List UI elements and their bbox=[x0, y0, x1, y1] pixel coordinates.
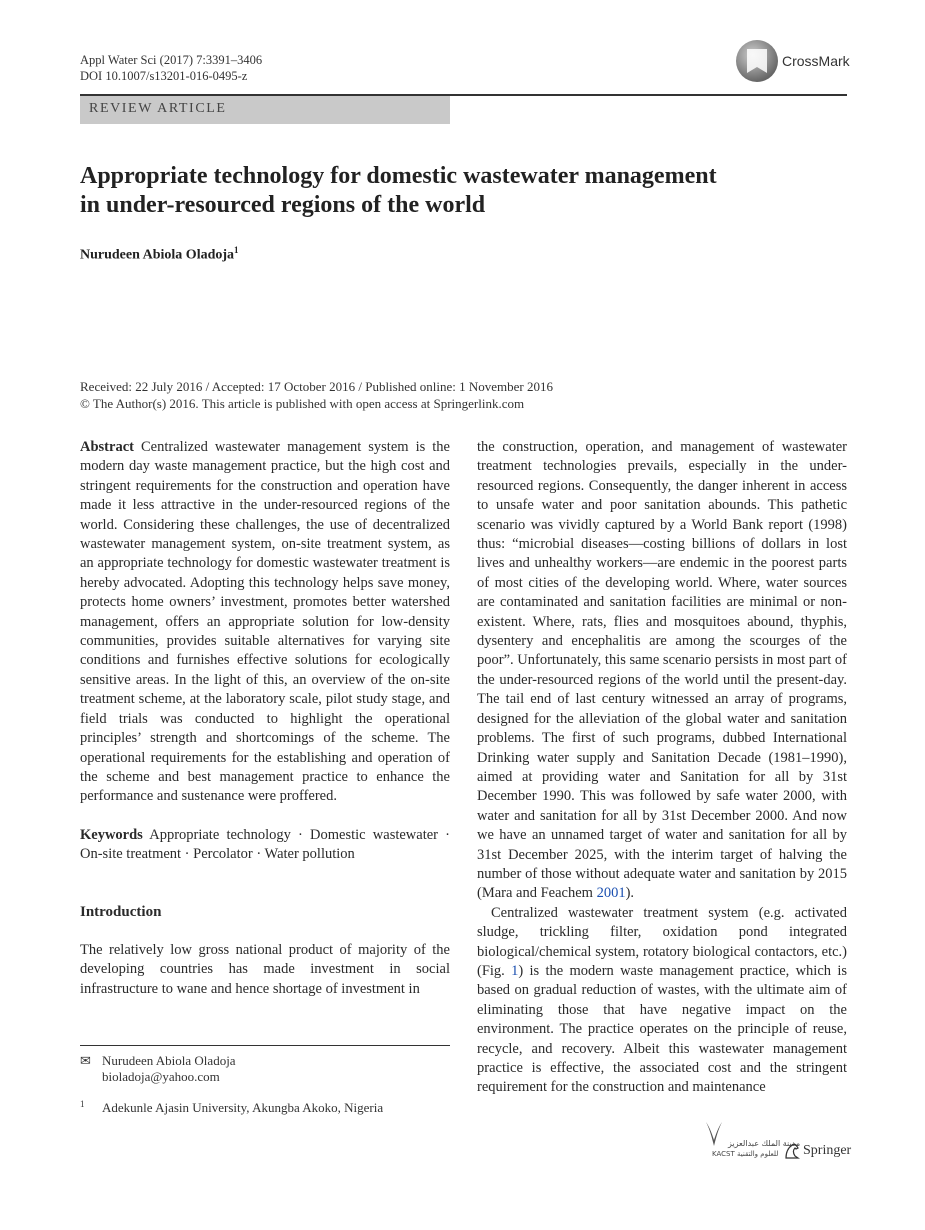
keywords-label: Keywords bbox=[80, 826, 143, 843]
right-paragraph-1-end: ). bbox=[625, 885, 635, 902]
mail-icon: ✉ bbox=[80, 1053, 91, 1068]
abstract-label: Abstract bbox=[80, 439, 134, 455]
title-line-2: in under-resourced regions of the world bbox=[80, 192, 486, 218]
springer-horse-icon bbox=[783, 1142, 801, 1160]
article-type-label: REVIEW ARTICLE bbox=[89, 101, 227, 116]
affiliation-text: Adekunle Ajasin University, Akungba Akoko, Nigeria bbox=[102, 1100, 384, 1115]
article-title bbox=[80, 162, 840, 220]
keywords-text: Appropriate technology · Domestic wastewater · On-site treatment · Percolator · Water pollution bbox=[80, 826, 450, 863]
right-column bbox=[477, 438, 847, 1098]
left-column bbox=[80, 438, 450, 999]
introduction-heading: Introduction bbox=[80, 903, 162, 920]
abstract-text: Centralized wastewater management system is the modern day waste management practice, but the high cost and stringent requirements for the construction and operation have made it less attractive in the under-resourced regions of the world. Considering these challenges, the use of decentralized wastewater management system, on-site treatment system, as an appropriate technology for domestic wastewater treatment is hereby advocated. Adopting this technology helps save money, protects home owners’ investment, promotes better watershed management, offers an appropriate solution for low-density communities, provides suitable alternatives for varying site conditions and furnishes effective solutions for ecologically sensitive areas. In the light of this, an overview of the on-site treatment scheme, at the laboratory scale, pilot study stage, and field trials was conducted to highlight the operational principles’ strength and shortcomings of the scheme. The operational requirements for the establishing and operation of the scheme and best management practice to enhance the performance and sustenance were proffered. bbox=[80, 439, 450, 805]
title-line-1: Appropriate technology for domestic wastewater management bbox=[80, 163, 717, 189]
author-affiliation-mark: 1 bbox=[234, 245, 239, 255]
license-line: © The Author(s) 2016. This article is published with open access at Springerlink.com bbox=[80, 396, 525, 411]
author-name: Nurudeen Abiola Oladoja bbox=[80, 247, 235, 263]
right-paragraph-2-text-b: ) is the modern waste management practice, which is based on gradual reduction of wastes, with the ultimate aim of eliminating those that have negative impact on the environment. The practice operates on the principle of reuse, recycle, and recovery. Albeit this wastewater management practice is effective, the associated cost and the stringent requirement for the construction and maintenance bbox=[477, 962, 848, 1096]
springer-logo-text: Springer bbox=[803, 1143, 852, 1158]
publication-dates bbox=[80, 378, 553, 412]
introduction-paragraph: The relatively low gross national product of majority of the developing countries has made investment in social infrastructure to wane and hence shortage of investment in bbox=[80, 941, 450, 997]
right-paragraph-1-text: the construction, operation, and management of wastewater treatment technologies prevails, especially in the under-resourced regions. Consequently, the danger inherent in access to unsafe water and poor sanitation abounds. This pathetic scenario was vividly captured by a World Bank report (1998) thus: “microbial diseases—costing billions of dollars in lost lives and unhealthy workers—are endemic in the poorest parts of most cities of the developing world. Where, water sources are contaminated and sanitation facilities are minimal or non-existent. Where, rats, flies and mosquitoes abound, thyphis, dysentery and encephalitis are among the scourges of the poor”. Unfortunately, this same scenario persists in most part of the under-resourced regions of the world until the present-day. The tail end of last century witnessed an array of programs, designed for the alleviation of the global water and sanitation problems. The first of such programs, dubbed International Drinking water supply and Sanitation Decade (1981–1990), aimed at providing water and Sanitation for all by 31st December 1990. This was followed by safe water 2000, with water and sanitation for all by 31st December 2000. And now we have an unnamed target of water and sanitation for all by 31st December 2025, with the interim target of halving the number of those without adequate water and sanitation by 2015 (Mara and Feachem bbox=[477, 439, 847, 902]
footnote-rule bbox=[80, 1045, 450, 1046]
abstract bbox=[80, 438, 450, 807]
contact-email[interactable]: bioladoja@yahoo.com bbox=[102, 1069, 220, 1084]
kacst-arabic: مدينة الملك عبدالعزيز bbox=[728, 1139, 801, 1148]
affiliation-number: 1 bbox=[80, 1099, 85, 1109]
author-line bbox=[80, 245, 239, 264]
right-paragraph-2 bbox=[477, 904, 847, 1098]
figure-link-1[interactable]: 1 bbox=[511, 962, 519, 979]
citation-link-2001[interactable]: 2001 bbox=[596, 885, 626, 902]
kacst-logo-icon bbox=[704, 1120, 724, 1148]
crossmark-label[interactable]: CrossMark bbox=[782, 53, 850, 69]
received-accepted-line: Received: 22 July 2016 / Accepted: 17 October 2016 / Published online: 1 November 2016 bbox=[80, 379, 553, 394]
crossmark-icon[interactable] bbox=[736, 40, 778, 82]
right-paragraph-2-text-a: Centralized wastewater treatment system (e.g. activated sludge, trickling filter, oxidation pond integrated biological/chemical system, rotatory biological contactors, etc.) (Fig. bbox=[477, 904, 847, 979]
doi-line: DOI 10.1007/s13201-016-0495-z bbox=[80, 69, 248, 83]
keywords bbox=[80, 826, 450, 865]
right-paragraph-1 bbox=[477, 438, 847, 904]
journal-citation: Appl Water Sci (2017) 7:3391–3406 bbox=[80, 53, 263, 67]
article-type-banner bbox=[80, 96, 450, 124]
contact-name: Nurudeen Abiola Oladoja bbox=[102, 1053, 236, 1068]
kacst-latin: KACST للعلوم والتقنية bbox=[712, 1150, 779, 1158]
